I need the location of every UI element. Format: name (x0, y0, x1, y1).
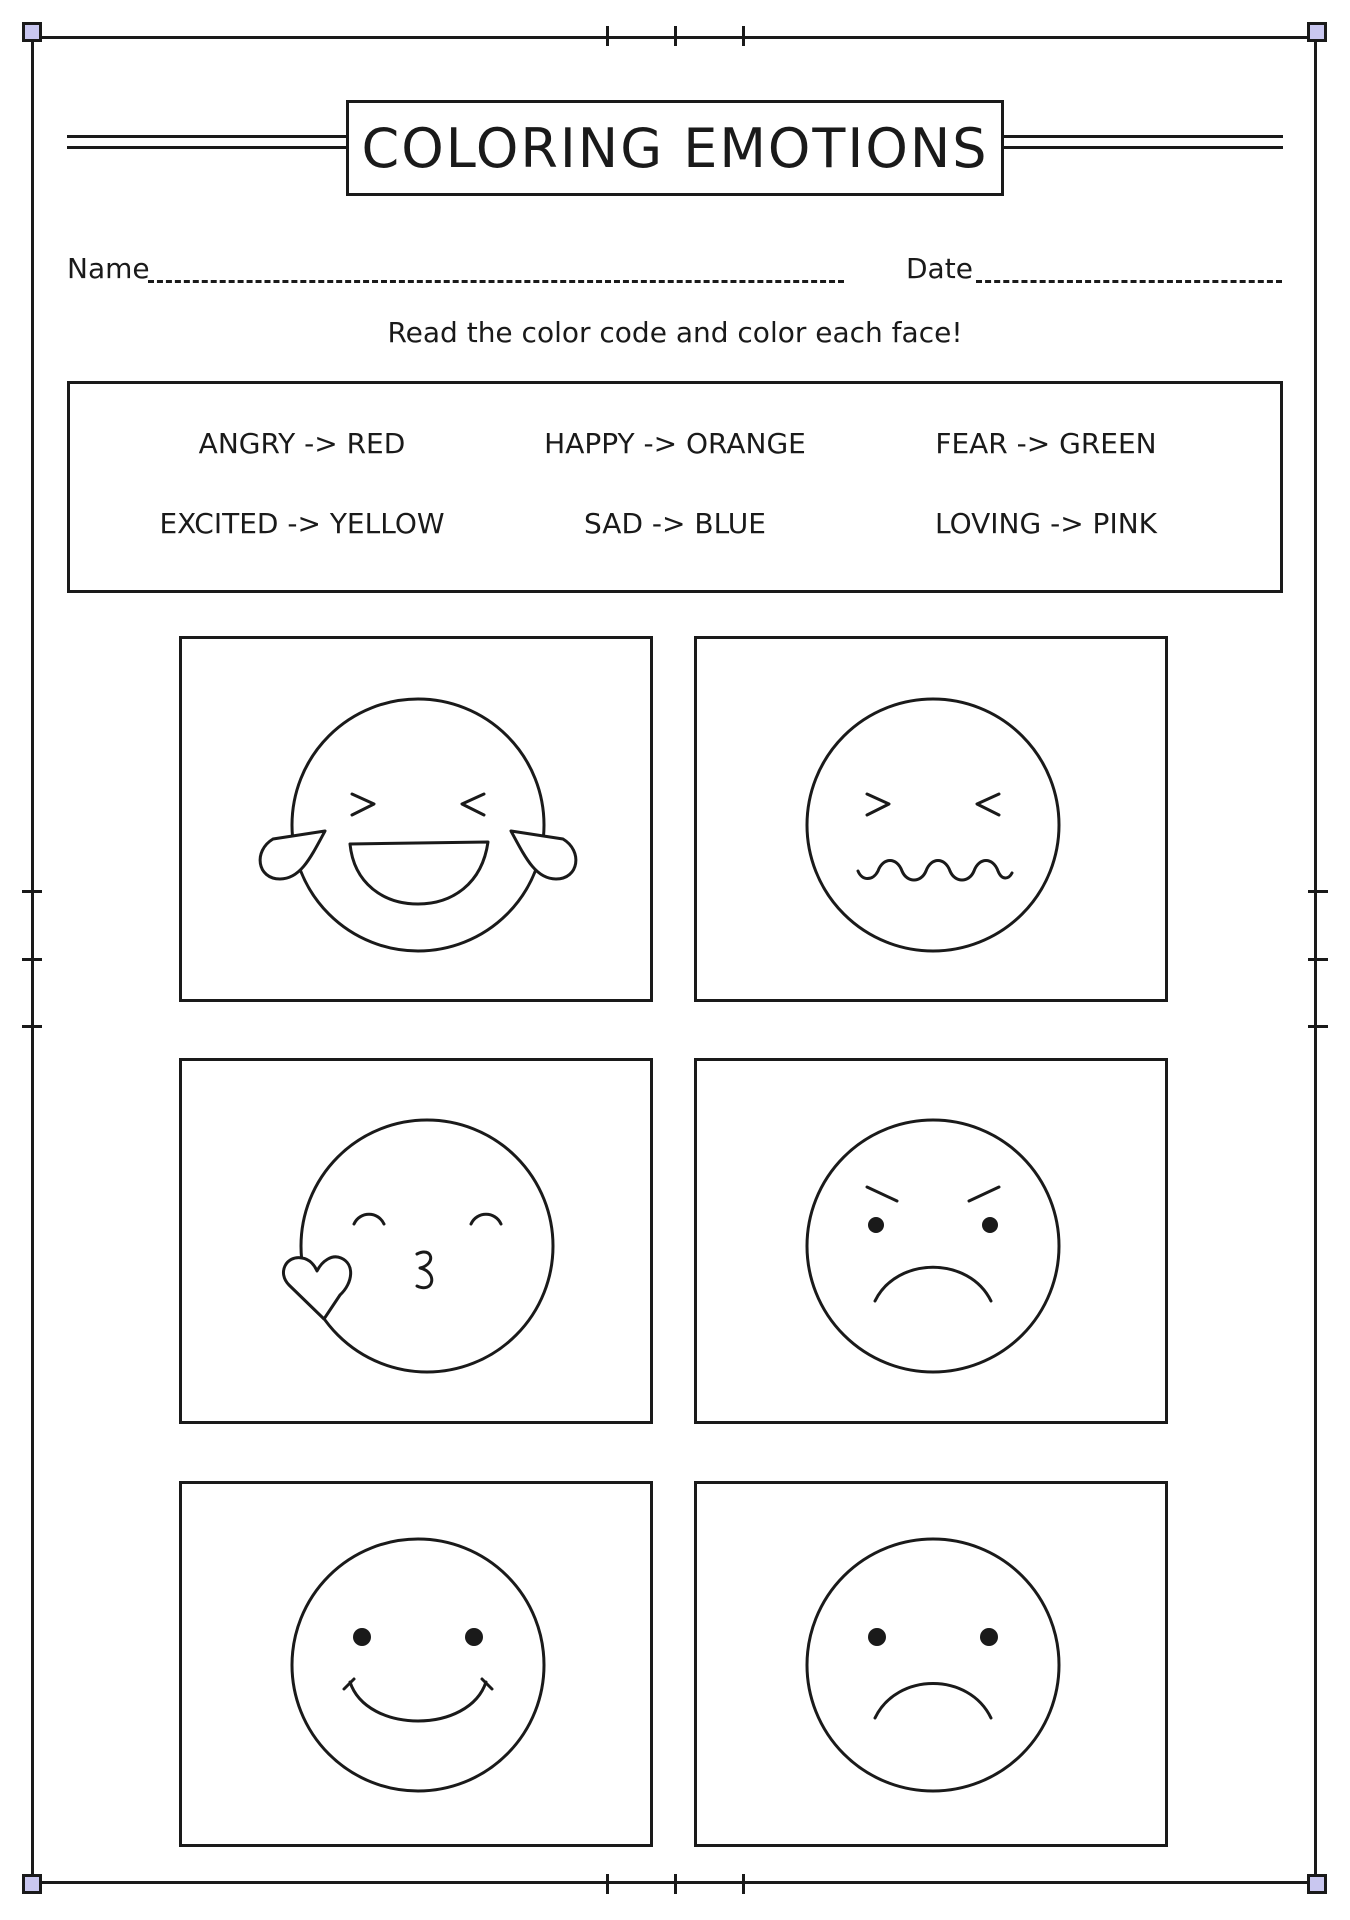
crop-tick (674, 1874, 677, 1894)
legend-item-angry: ANGRY -> RED (198, 427, 406, 460)
corner-marker (1307, 1874, 1327, 1894)
crop-tick (606, 26, 609, 46)
crop-tick (1308, 890, 1328, 893)
crop-tick (674, 26, 677, 46)
corner-marker (22, 1874, 42, 1894)
crop-tick (742, 26, 745, 46)
face-panel-kissing[interactable] (179, 1058, 653, 1424)
smiling-face-icon (182, 1484, 656, 1850)
title-rule-left (67, 135, 349, 149)
legend-item-sad: SAD -> BLUE (584, 507, 766, 540)
legend-item-excited: EXCITED -> YELLOW (159, 507, 445, 540)
sad-face-icon (697, 1484, 1171, 1850)
crop-tick (1308, 1025, 1328, 1028)
face-panel-smiling[interactable] (179, 1481, 653, 1847)
date-label: Date (906, 252, 973, 285)
corner-marker (1307, 22, 1327, 42)
title-rule-right (1001, 135, 1283, 149)
crop-tick (606, 1874, 609, 1894)
name-label: Name (67, 252, 150, 285)
legend-item-happy: HAPPY -> ORANGE (544, 427, 806, 460)
crop-tick (1308, 958, 1328, 961)
page-title: COLORING EMOTIONS (346, 100, 1004, 196)
face-panel-laughing[interactable] (179, 636, 653, 1002)
kissing-heart-face-icon (182, 1061, 656, 1427)
face-panel-fearful[interactable] (694, 636, 1168, 1002)
instructions-text: Read the color code and color each face! (387, 316, 963, 349)
crop-tick (22, 890, 42, 893)
face-panel-angry[interactable] (694, 1058, 1168, 1424)
laughing-tears-face-icon (182, 639, 656, 1005)
crop-tick (742, 1874, 745, 1894)
crop-tick (22, 1025, 42, 1028)
face-panel-sad[interactable] (694, 1481, 1168, 1847)
color-code-legend (67, 381, 1283, 593)
angry-face-icon (697, 1061, 1171, 1427)
crop-tick (22, 958, 42, 961)
legend-item-loving: LOVING -> PINK (934, 507, 1158, 540)
name-field[interactable] (148, 280, 844, 283)
date-field[interactable] (976, 280, 1282, 283)
fearful-wavy-face-icon (697, 639, 1171, 1005)
corner-marker (22, 22, 42, 42)
legend-item-fear: FEAR -> GREEN (935, 427, 1157, 460)
